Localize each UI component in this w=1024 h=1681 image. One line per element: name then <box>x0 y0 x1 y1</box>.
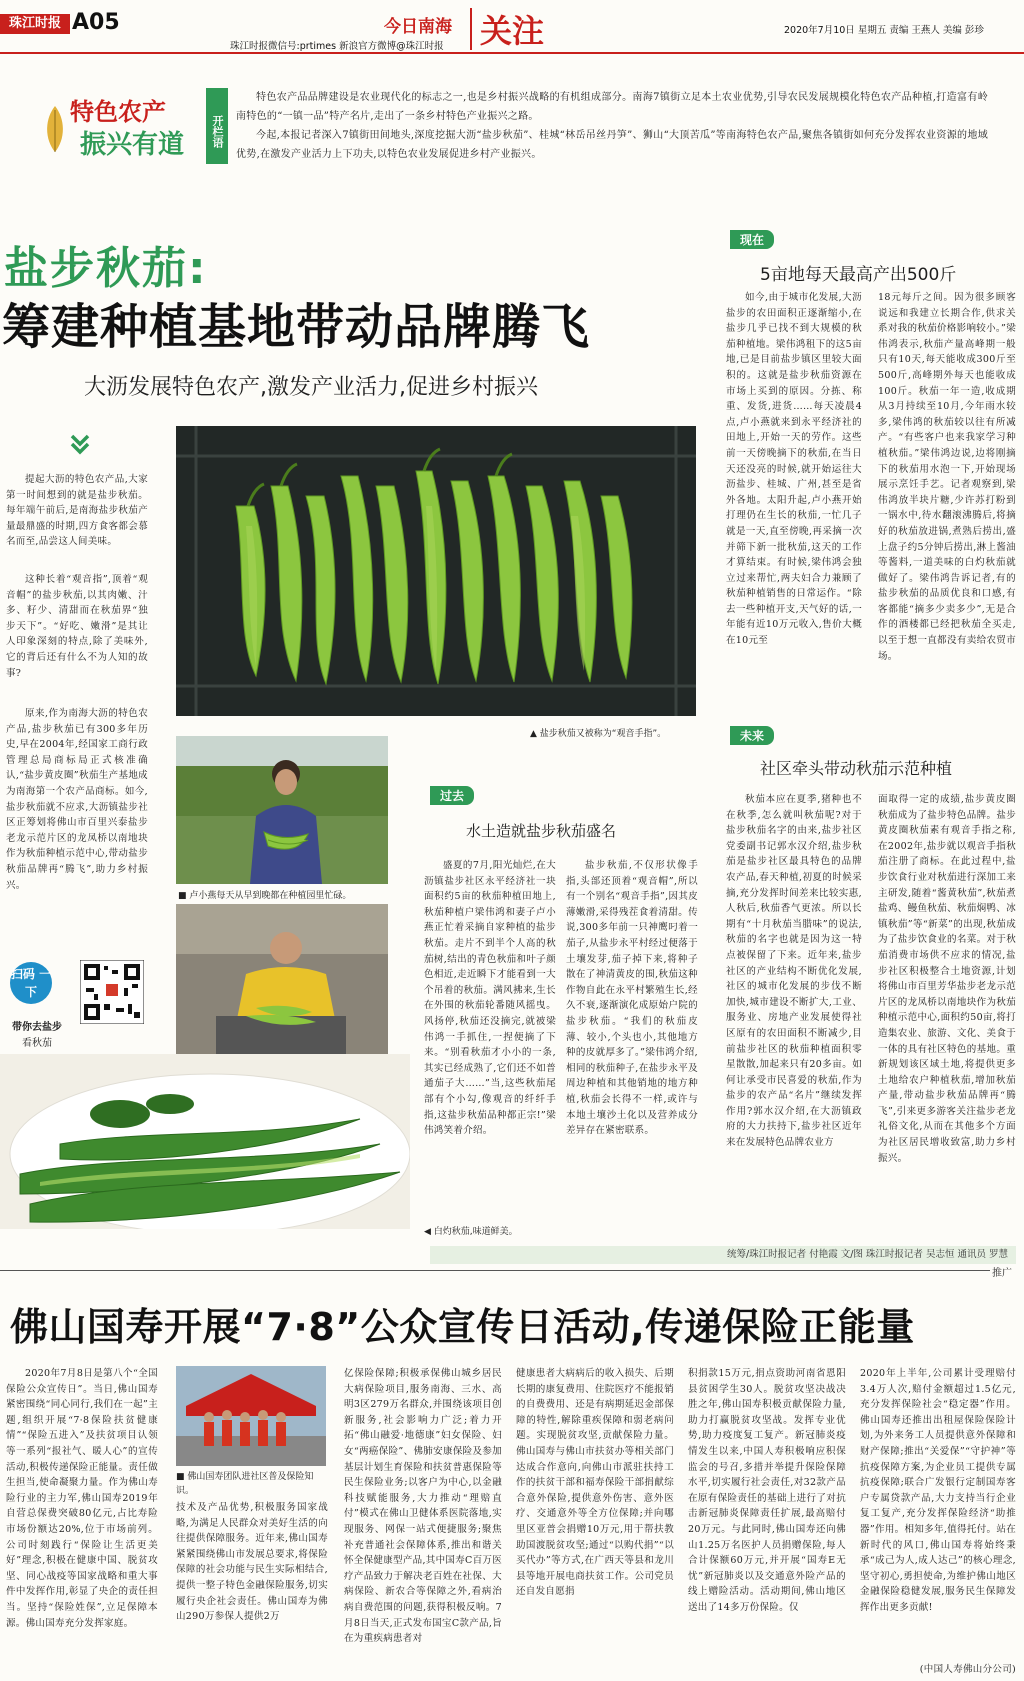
banner-logo-line2: 振兴有道 <box>80 130 185 160</box>
article-title-line2: 筹建种植基地带动品牌腾飞 <box>2 299 591 355</box>
article-title-line1: 盐步秋茄: <box>4 243 208 294</box>
insurance-column-6: 2020年上半年,公司累计受理赔付3.4万人次,赔付金额超过1.5亿元,充分发挥保险社会“稳定器”作用。佛山国寿还推出出租屋保险保险计划,为外来务工人员提供意外保障和财产保障;推出“关爱保”“守护神”等抗疫保障方案,为企业员工提供专属抗疫保障;联合广发银行定制国寿客户专属贷款产品,大力支持当行企业复工复产,充分发挥保险经济“助推器”作用。相知多年,值得托付。站在新时代的风口,佛山国寿将始终秉承“成己为人,成人达己”的核心理念,坚守初心,勇担使命,为维护佛山地区金融保险稳健发展,服务民生保障发挥作出更多贡献! <box>860 1368 1016 1613</box>
now-tag: 现在 <box>730 230 774 249</box>
date-line: 2020年7月10日 星期五 责编 王燕人 美编 彭珍 <box>784 25 984 36</box>
future-column-1: 秋茄本应在夏季,猪种也不在秋季,怎么就叫秋茄呢?对于盐步秋茄名字的由来,盐步社区党委副书记郭水汉介绍,盐步秋茄是盐步社区最具特色的品牌农产品,春天种植,初夏的时候采摘,充分发挥时间差来比较实惠,人秋后,秋茄香气更浓。所以长期有“十月秋茄当腊味”的说法,秋茄的名字也就是因为这一特点被保留了下来。近年来,盐步社区的产业结构不断优化发展,社区的城市化发展的步伐不断加快,城市建设不断扩大,工业、服务业、房地产业发展使得社区原有的农田面积不断减少,目前盐步社区的秋茄种植面积零星散散,加起来只有20多亩。如何让承受市民喜爱的秋茄,作为盐步的农产品“名片”继续发挥作用?郭水汉介绍,在大沥镇政府的大力扶持下,盐步社区近年来在发展特色品牌农业方 <box>726 794 862 1149</box>
insurance-signature: (中国人寿佛山分公司) <box>919 1664 1016 1675</box>
future-tag: 未来 <box>730 726 774 745</box>
banner-logo-line1: 特色农产 <box>70 98 166 126</box>
woman-photo-caption: ■ 卢小燕每天从早到晚都在种植园里忙碌。 <box>178 891 352 901</box>
intro-paragraph-3: 原来,作为南海大沥的特色农产品,盐步秋茄已有300多年历史,早在2004年,经国家工商行政管理总局商标局正式核准确认,“盐步黄皮圈”秋茄生产基地成为南海第一个农产品商标。如今,盐步秋茄就不应求,大沥镇盐步社区正筹划将佛山市百里兴泰盐步老龙示范片区的龙凤桥以南地块作为秋茄种植示范中心,带动盐步秋茄品牌再“腾飞”,助力乡村振兴。 <box>6 708 148 891</box>
article-subtitle: 大沥发展特色农产,激发产业活力,促进乡村振兴 <box>84 375 538 400</box>
masthead <box>0 0 1024 58</box>
main-photo-caption: ▲ 盐步秋茄又被称为“观音手指”。 <box>530 729 667 739</box>
insurance-column-3: 亿保险保障;积极承保佛山城乡居民大病保险项目,服务南海、三水、高明3区279万名群众,并围绕该项目创新服务,社会影响力广泛;着力开拓“佛山融爱·地德康”妇女保险、妇女“两癌保险”、佛肺安康保险及参加基层计划生育保险和扶贫普惠保险等民生保险业务;以客户为中心,以金融科技赋能服务,大力推动“理赔直付”模式在佛山卫健体系医院落地,实现服务、网保一站式便捷服务;聚焦补充普通社会保障体系,推出和谐关怀全保健康型产品,其中国寿C百万医疗产品致力于解决老百姓在社保、大病保险、新农合等保障之外,看病治病自费范围的问题,获得积极反响。7月8日当天,正式发布国宝C款产品,旨在为重疾病患者对 <box>344 1368 502 1645</box>
header-divider <box>470 8 472 50</box>
page-number: A05 <box>72 10 120 35</box>
now-title: 5亩地每天最高产出500斤 <box>760 265 957 285</box>
banner-side-label: 开栏语 <box>206 88 228 164</box>
future-title: 社区牵头带动秋茄示范种植 <box>760 759 953 778</box>
article-byline: 统筹/珠江时报记者 付艳霞 文/图 珠江时报记者 吴志恒 通讯员 罗慧 <box>430 1246 1016 1264</box>
intro-paragraph-2: 这种长着“观音指”,顶着“观音帽”的盐步秋茄,以其肉嫩、汁多、籽少、清甜而在秋茄界“独步天下”。“好吃、嫩滑”是其让人印象深刻的特点,除了美味外,它的背后还有什么不为人知的故事? <box>6 574 148 679</box>
column-banner <box>36 76 986 172</box>
banner-logo <box>36 76 201 172</box>
qr-block <box>10 960 160 1052</box>
insurance-column-1: 2020年7月8日是第八个“全国保险公众宣传日”。当日,佛山国寿紧密围绕“同心同行,我们在一起”主题,组织开展“7·8保险扶贫健康情”“保险五进入”及扶贫项目认领等一系列“报社气、暖人心”的宣传活动,积极传递保险正能量。责任做生担当,使命凝聚力量。作为佛山寿险行业的主力军,佛山国寿2019年自营总保费突破80亿元,占比寿险市场份额达20%,位于市场前列。公司时刻践行“保险让生活更美好”理念,积极在健康中国、脱贫攻坚、同心战疫等国家战略和重大事件中发挥作用,彰显了央企的责任担当。坚持“保险姓保”,立足保障本源。佛山国寿充分发挥家庭。 <box>6 1368 158 1629</box>
wechat-info: 珠江时报微信号:prtimes 新浪官方微博@珠江时报 <box>230 41 444 52</box>
qr-code[interactable] <box>80 960 144 1024</box>
column-name: 关注 <box>480 12 545 50</box>
now-column-2: 18元每斤之间。因为很多顾客说远和我建立长期合作,供求关系对我的秋茄价格影响较小。”梁伟鸿表示,秋茄产量高峰期一般只有10天,每天能收成300斤至500斤,高峰期外每天也能收成100斤。秋茄一年一造,收成期从3月持续至10月,今年雨水较多,梁伟鸿的秋茄较以往有所减产。“有些客户也来我家学习种植秋茄。”梁伟鸿边说,边将刚摘下的秋茄用水泡一下,开始现场展示烹饪手艺。记者观察到,梁伟鸿放半块片糖,少许苏打粉到一锅水中,待水翻滚沸腾后,将摘好的秋茄放进锅,煮熟后捞出,盛上盘子约5分钟后捞出,淋上酱油等酱料,一道美味的白灼秋茄就做好了。梁伟鸿告诉记者,有的盐步秋茄的品质优良和口感,有客都能“摘多少卖多少”,无是合作的酒楼都已经把秋茄全买走,以至于想一直都没有卖给农贸市场。 <box>878 292 1016 662</box>
header-rule <box>0 52 1024 54</box>
qr-caption-1: 带你去盐步 <box>12 1022 62 1033</box>
past-title: 水土造就盐步秋茄盛名 <box>466 822 617 840</box>
insurance-column-2: 技术及产品优势,积极服务国家战略,为满足人民群众对美好生活的向往提供保障服务。近年来,佛山国寿紧紧围绕佛山市发展总要求,将保险保障的社会功能与民生实际相结合,提供一整子特色金融保险服务,切实履行央企社会责任。佛山国寿为佛山290万参保人提供2万 <box>176 1502 328 1623</box>
chevron-down-icon <box>68 432 92 456</box>
insurance-team-photo <box>176 1366 326 1466</box>
past-column-2: 盐步秋茄,不仅形状像手指,头部还顶着“观音帽”,所以有一个别名“观音手指”,因其皮薄嫩滑,采得残茬食着清甜。传说,300多年前一只神鹰叼着一茄子,从盐步永平村经过便落于土壤发芽,茄子掉下来,将种子散在了神清黄皮的围,秋茄这种作物自此在永平村繁殖生长,经久不衰,逐渐演化成原始户院的盐步秋茄。“我们的秋茄皮薄、较小,个头也小,其他地方种的皮就厚多了。”梁伟鸿介绍,相同的秋茄种子,在盐步永平及周边种植和其他销地的地方种植,秋茄会长得不一样,或许与本地土壤沙土化以及营养成分差异存在紧密联系。 <box>566 860 698 1137</box>
banner-paragraph-1: 特色农产品品牌建设是农业现代化的标志之一,也是乡村振兴战略的有机组成部分。南海7镇街立足本土农业优势,引导农民发展规模化特色农产品种植,打造富有岭南特色的“一镇一品”特产名片,走出了一条乡村特色产业振兴之路。 <box>236 92 988 122</box>
man-sorting-photo <box>176 904 388 1056</box>
insurance-column-4: 健康患者大病病后的收入损失、后期长期的康复费用、住院医疗不能报销的自费费用、还是有病期延迟金部保障的特性,解除重疾保障和弱老病问题。实现脱贫攻坚,贡献保险力量。佛山国寿与佛山市扶贫办等相关部门达成合作意向,向佛山市派驻扶持工作的扶贫干部和福寿保险干部捐献综合意外保险,提供意外伤害、意外医疗、交通意外等全方位保障;并向哪里区亚普会捐赠10万元,用于帮扶教助国渡脱贫攻坚;通过“以购代捐”“以买代办”等方式,在广西天等县和龙川县等地开展电商扶贫工作。公司党员还自发自愿捐 <box>516 1368 674 1598</box>
cooked-photo-caption: ◀ 白灼秋茄,味道鲜美。 <box>424 1227 518 1237</box>
future-column-2: 面取得一定的成绩,盐步黄皮圈秋茄成为了盐步特色品牌。盐步黄皮圈秋茄素有观音手指之称,在2002年,盐步就以观音手指秋茄注册了商标。在此过程中,盐步饮食行业对秋茄进行深加工来主研发,随着“酱黄秋茄”,秋茄煮盐鸡、鳗鱼秋茄、秋茄焖鸭、冰镇秋茄”等“新菜”的出现,秋茄成为了盐步饮食业的名菜。对于秋茄消费市场供不应求的情况,盐步社区积极整合土地资源,计划将佛山市百里芳华盐步老龙示范片区的龙凤桥以南地块作为秋茄种植示范中心,面积约50亩,将打造集农业、旅游、文化、美食于一体的具有社区特色的基地。重新规划该区域土地,将提供更多土地给农户种植秋茄,增加秋茄产量,带动盐步秋茄品牌再“腾飞”,引来更多游客关注盐步老龙礼俗文化,从而在其他多个方面为社区居民增收致富,助力乡村振兴。 <box>878 794 1016 1164</box>
insurance-article-title: 佛山国寿开展“7·8”公众宣传日活动,传递保险正能量 <box>10 1305 915 1349</box>
banner-paragraph-2: 今起,本报记者深入7镇街田间地头,深度挖掘大沥“盐步秋茄”、桂城“林岳吊丝丹笋”、狮山“大顶苦瓜”等南海特色农产品,聚焦各镇街如何充分发挥农业资源的地域优势,在激发产业活力上下功夫,以特色农业发展促进乡村产业振兴。 <box>236 130 988 160</box>
newspaper-logo: 珠江时报 <box>0 14 70 34</box>
leaf-icon <box>40 104 70 154</box>
insurance-column-5: 积捐款15万元,捐点资助河南省恩阳县贫困学生30人。脱贫攻坚决战决胜之年,佛山国寿积极贡献保险力量,助力打赢脱贫攻坚战。发挥专业优势,助力疫度复工复产。新冠肺炎疫情发生以来,中国人寿积极响应积保监会的号召,多措并举提升保险保障水平,切实履行社会责任,对32款产品在原有保险责任的基础上进行了对抗击新冠肺炎保障责任扩展,最高赔付20万元。与此同时,佛山国寿还向佛山1.25万名医护人员捐赠保险,每人合计保额60万元,并开展“国寿E无忧”新冠肺炎以及交通意外险产品的线上赠险活动。活动期间,佛山地区送出了14多万份保险。仅 <box>688 1368 846 1613</box>
eggplant-crate-photo <box>176 426 696 716</box>
now-column-1: 如今,由于城市化发展,大沥盐步的农田面积正逐渐缩小,在盐步几乎已找不到大规模的秋茄种植地。梁伟鸿租下的这5亩地,已是目前盐步镇区里较大面积的。这就是盐步秋茄资源在市场上买到的原因。分拣、称重、发货,进货……每天凌晨4点,卢小燕就来到永平经济社的田地上,开始一天的劳作。这些前一天傍晚摘下的秋茄,在当日天还没亮的时候,就开始运往大沥盐步、桂城、广州,甚至是省外各地。太阳升起,卢小燕开始打理仍在生长的秋茄,一忙几子就是一天,直至傍晚,再采摘一次并筛下新一批秋茄,这天的工作才算结束。有时候,梁伟鸿会独立过来帮忙,两夫妇合力兼顾了秋茄种植销售的日常运作。“除去一些种植开支,天气好的话,一年能有近10万元收入,售价大概在10元至 <box>726 292 862 647</box>
qr-scan-badge: 扫码 一下 <box>10 962 52 1004</box>
past-column-1: 盛夏的7月,阳光灿烂,在大沥镇盐步社区永平经济社一块面积约5亩的秋茄种植田地上,秋茄种植户梁伟鸿和妻子卢小燕正忙着采摘自家种植的盐步秋茄。走片不到半个人高的秋茄树,结出的青色秋茄和叶子颜色相近,走近瞬下才能看到一大个吊着的秋茄。满风拂来,生长在外围的秋茄轮番随风摇曳。风扬停,秋茄还没摘完,就被梁伟鸿一手抓住,一捏便摘了下来。“别看秋茄才小小的一条,其实已经成熟了,它们还不如普通茄子大……”当,这些秋茄尾部有个小勾,像观音的纤纤手指,这盐步秋茄品种都正宗!”梁伟鸿笑着介绍。 <box>424 860 556 1137</box>
section-rule <box>0 1270 990 1271</box>
section-name: 今日南海 <box>384 17 452 37</box>
ad-mark: 推广 <box>992 1268 1012 1279</box>
woman-farmer-photo <box>176 736 388 884</box>
qr-caption-2: 看秋茄 <box>22 1038 52 1049</box>
cooked-eggplant-photo <box>0 1054 410 1229</box>
past-tag: 过去 <box>430 786 474 805</box>
intro-paragraph-1: 提起大沥的特色农产品,大家第一时间想到的就是盐步秋茄。每年端午前后,是南海盐步秋茄产量最鼎盛的时期,四方食客都会慕名而至,品尝这人间美味。 <box>6 474 148 548</box>
insurance-photo-caption: ■ 佛山国寿团队进社区普及保险知识。 <box>176 1472 314 1496</box>
